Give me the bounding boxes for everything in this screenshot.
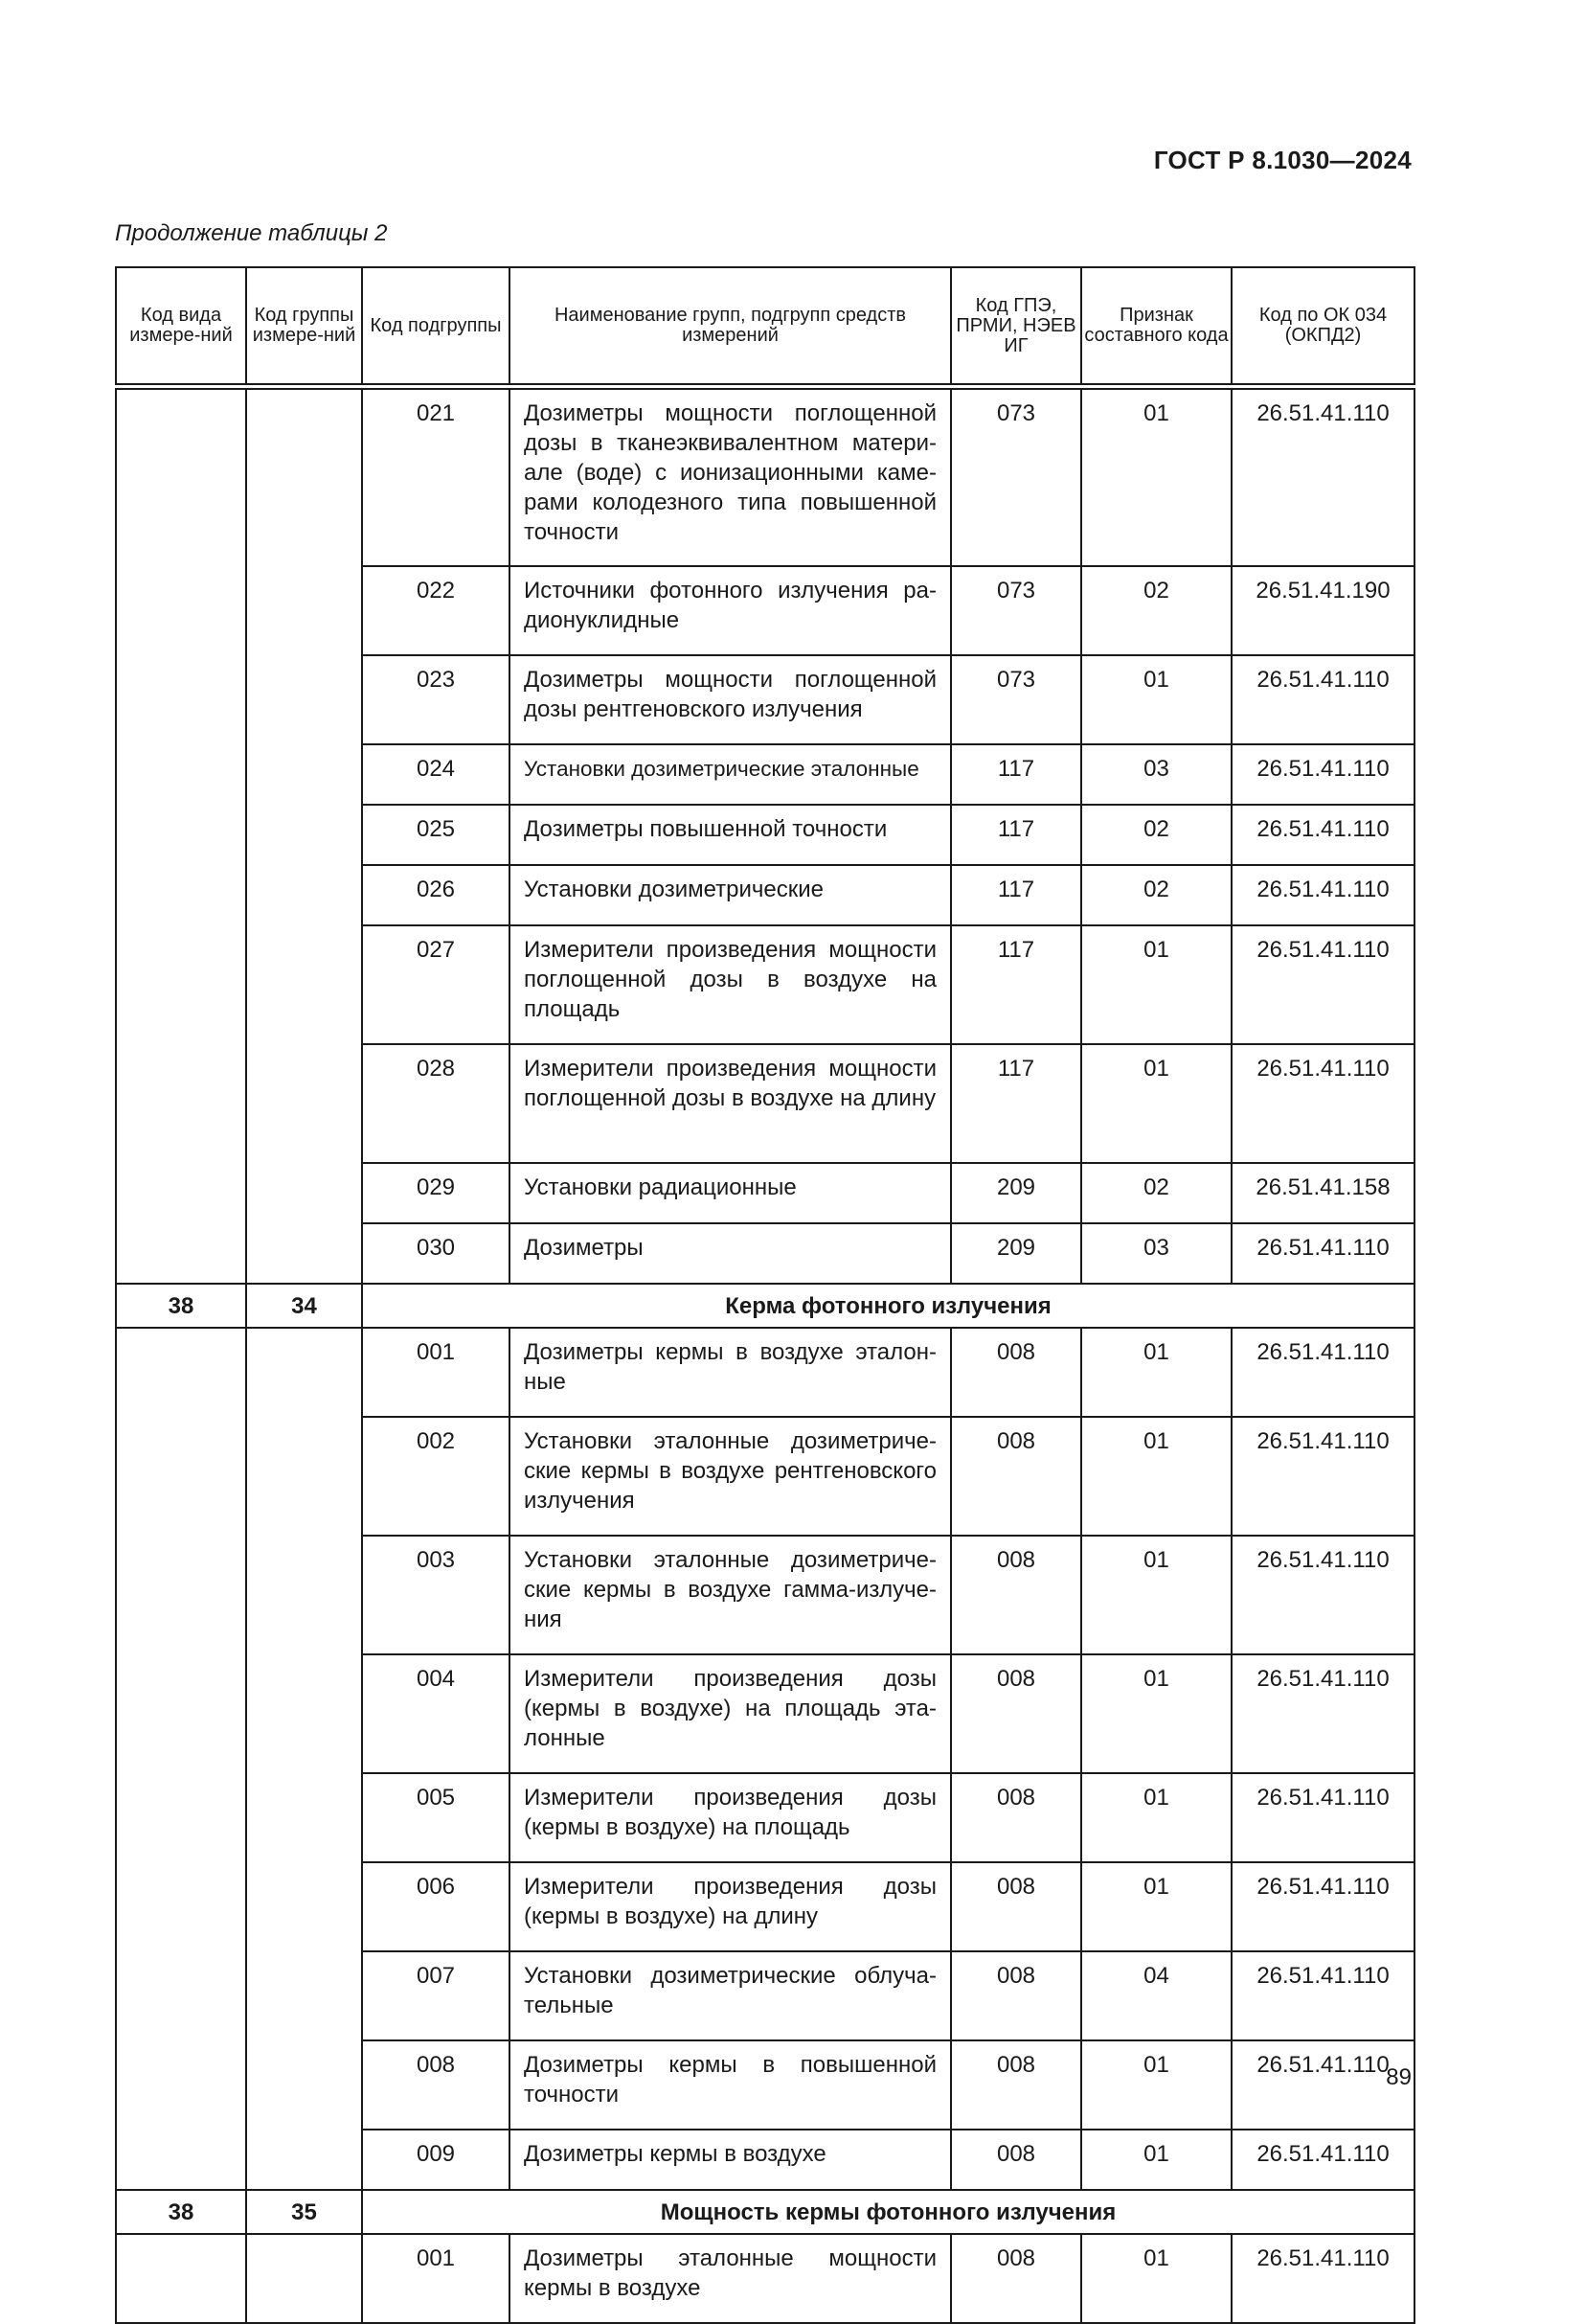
composite-flag: 01 — [1081, 1328, 1232, 1417]
kind-code-cell — [116, 2234, 246, 2323]
okpd-code: 26.51.41.110 — [1232, 1951, 1414, 2040]
gpe-code: 008 — [951, 1536, 1081, 1654]
composite-flag: 02 — [1081, 566, 1232, 655]
instrument-name: Измерители произведения дозы (кермы в воздухе) на площадь — [509, 1773, 951, 1862]
table-header-row — [116, 267, 1414, 387]
kind-code-cell — [116, 1328, 246, 2190]
subgroup-code: 022 — [362, 566, 509, 655]
column-header-composite-flag: Признак составного кода — [1081, 267, 1232, 387]
table-row — [116, 1328, 1414, 1417]
kind-code-cell — [116, 387, 246, 1285]
group-title: Мощность кермы фотонного излучения — [362, 2190, 1414, 2234]
instrument-name: Дозиметры повышенной точности — [509, 805, 951, 865]
instrument-name: Установки дозиметрические — [509, 865, 951, 925]
table-row — [116, 2234, 1414, 2323]
group-code-cell — [246, 2234, 362, 2323]
instrument-name: Дозиметры кермы в воздухе — [509, 2130, 951, 2190]
subgroup-code: 001 — [362, 1328, 509, 1417]
gpe-code: 073 — [951, 655, 1081, 744]
subgroup-code: 007 — [362, 1951, 509, 2040]
instrument-name: Измерители произведения дозы (кермы в воздухе) на длину — [509, 1862, 951, 1951]
composite-flag: 02 — [1081, 865, 1232, 925]
subgroup-code: 026 — [362, 865, 509, 925]
gpe-code: 117 — [951, 805, 1081, 865]
group-code-cell — [246, 1328, 362, 2190]
table-caption: Продолжение таблицы 2 — [115, 220, 388, 246]
okpd-code: 26.51.41.110 — [1232, 805, 1414, 865]
subgroup-code: 009 — [362, 2130, 509, 2190]
composite-flag: 02 — [1081, 1163, 1232, 1223]
group-header-row — [116, 2190, 1414, 2234]
okpd-code: 26.51.41.110 — [1232, 925, 1414, 1044]
composite-flag: 02 — [1081, 805, 1232, 865]
instrument-name: Дозиметры — [509, 1223, 951, 1284]
group-kind-code: 38 — [116, 2190, 246, 2234]
gpe-code: 008 — [951, 1417, 1081, 1536]
group-title: Керма фотонного излучения — [362, 1284, 1414, 1328]
subgroup-code: 004 — [362, 1654, 509, 1773]
gpe-code: 117 — [951, 744, 1081, 805]
composite-flag: 04 — [1081, 1951, 1232, 2040]
subgroup-code: 021 — [362, 387, 509, 567]
classification-table — [115, 266, 1415, 2324]
gpe-code: 008 — [951, 2040, 1081, 2130]
instrument-name: Дозиметры эталонные мощности кермы в воздухе — [509, 2234, 951, 2323]
composite-flag: 01 — [1081, 2130, 1232, 2190]
gpe-code: 008 — [951, 1654, 1081, 1773]
okpd-code: 26.51.41.190 — [1232, 566, 1414, 655]
okpd-code: 26.51.41.110 — [1232, 1536, 1414, 1654]
subgroup-code: 008 — [362, 2040, 509, 2130]
okpd-code: 26.51.41.110 — [1232, 1417, 1414, 1536]
okpd-code: 26.51.41.110 — [1232, 1044, 1414, 1163]
subgroup-code: 006 — [362, 1862, 509, 1951]
subgroup-code: 030 — [362, 1223, 509, 1284]
group-code: 34 — [246, 1284, 362, 1328]
column-header-subgroup-code: Код подгруппы — [362, 267, 509, 387]
composite-flag: 01 — [1081, 1654, 1232, 1773]
document-designation: ГОСТ Р 8.1030—2024 — [1153, 146, 1412, 174]
composite-flag: 01 — [1081, 655, 1232, 744]
gpe-code: 209 — [951, 1163, 1081, 1223]
instrument-name: Дозиметры мощности поглощенной дозы рентгеновского излучения — [509, 655, 951, 744]
subgroup-code: 002 — [362, 1417, 509, 1536]
gpe-code: 008 — [951, 1951, 1081, 2040]
instrument-name: Установки дозиметрические облучательные — [509, 1951, 951, 2040]
composite-flag: 01 — [1081, 2234, 1232, 2323]
composite-flag: 01 — [1081, 387, 1232, 567]
gpe-code: 117 — [951, 865, 1081, 925]
okpd-code: 26.51.41.110 — [1232, 1773, 1414, 1862]
gpe-code: 008 — [951, 1773, 1081, 1862]
subgroup-code: 023 — [362, 655, 509, 744]
subgroup-code: 028 — [362, 1044, 509, 1163]
column-header-name: Наименование групп, подгрупп средств измерений — [509, 267, 951, 387]
okpd-code: 26.51.41.110 — [1232, 744, 1414, 805]
composite-flag: 01 — [1081, 1773, 1232, 1862]
composite-flag: 01 — [1081, 2040, 1232, 2130]
gpe-code: 073 — [951, 387, 1081, 567]
okpd-code: 26.51.41.110 — [1232, 1223, 1414, 1284]
okpd-code: 26.51.41.158 — [1232, 1163, 1414, 1223]
instrument-name: Установки эталонные дозиметрические кермы в воздухе гамма-излучения — [509, 1536, 951, 1654]
okpd-code: 26.51.41.110 — [1232, 387, 1414, 567]
okpd-code: 26.51.41.110 — [1232, 1328, 1414, 1417]
page-number: 89 — [1386, 2064, 1412, 2090]
instrument-name: Измерители произведения дозы (кермы в воздухе) на площадь эталонные — [509, 1654, 951, 1773]
gpe-code: 073 — [951, 566, 1081, 655]
okpd-code: 26.51.41.110 — [1232, 2130, 1414, 2190]
instrument-name: Дозиметры кермы в повышенной точности — [509, 2040, 951, 2130]
group-code: 35 — [246, 2190, 362, 2234]
composite-flag: 01 — [1081, 1862, 1232, 1951]
okpd-code: 26.51.41.110 — [1232, 2040, 1414, 2130]
group-code-cell — [246, 387, 362, 1285]
column-header-gpe-code: Код ГПЭ, ПРМИ, НЭЕВ ИГ — [951, 267, 1081, 387]
subgroup-code: 005 — [362, 1773, 509, 1862]
okpd-code: 26.51.41.110 — [1232, 865, 1414, 925]
subgroup-code: 029 — [362, 1163, 509, 1223]
subgroup-code: 025 — [362, 805, 509, 865]
composite-flag: 01 — [1081, 1417, 1232, 1536]
gpe-code: 008 — [951, 2234, 1081, 2323]
composite-flag: 01 — [1081, 1536, 1232, 1654]
column-header-kind-code: Код вида измере-ний — [116, 267, 246, 387]
subgroup-code: 001 — [362, 2234, 509, 2323]
composite-flag: 03 — [1081, 1223, 1232, 1284]
okpd-code: 26.51.41.110 — [1232, 1862, 1414, 1951]
composite-flag: 01 — [1081, 925, 1232, 1044]
composite-flag: 01 — [1081, 1044, 1232, 1163]
group-kind-code: 38 — [116, 1284, 246, 1328]
column-header-okpd-code: Код по ОК 034 (ОКПД2) — [1232, 267, 1414, 387]
instrument-name: Измерители произведения мощности поглощенной дозы в воздухе на площадь — [509, 925, 951, 1044]
gpe-code: 008 — [951, 2130, 1081, 2190]
gpe-code: 117 — [951, 925, 1081, 1044]
subgroup-code: 003 — [362, 1536, 509, 1654]
subgroup-code: 027 — [362, 925, 509, 1044]
okpd-code: 26.51.41.110 — [1232, 1654, 1414, 1773]
gpe-code: 209 — [951, 1223, 1081, 1284]
column-header-group-code: Код группы измере-ний — [246, 267, 362, 387]
gpe-code: 117 — [951, 1044, 1081, 1163]
okpd-code: 26.51.41.110 — [1232, 655, 1414, 744]
gpe-code: 008 — [951, 1328, 1081, 1417]
composite-flag: 03 — [1081, 744, 1232, 805]
table-row — [116, 387, 1414, 567]
okpd-code: 26.51.41.110 — [1232, 2234, 1414, 2323]
instrument-name: Измерители произведения мощности поглощенной дозы в воздухе на длину — [509, 1044, 951, 1163]
instrument-name: Установки радиационные — [509, 1163, 951, 1223]
group-header-row — [116, 1284, 1414, 1328]
gpe-code: 008 — [951, 1862, 1081, 1951]
instrument-name: Дозиметры мощности поглощенной дозы в тканеэквивалентном материале (воде) с ионизационными камерами колодезного типа повышенной точности — [509, 387, 951, 567]
instrument-name: Дозиметры кермы в воздухе эталонные — [509, 1328, 951, 1417]
instrument-name: Источники фотонного излучения радионуклидные — [509, 566, 951, 655]
instrument-name: Установки эталонные дозиметрические кермы в воздухе рентгеновского излучения — [509, 1417, 951, 1536]
instrument-name: Установки дозиметрические эталонные — [509, 744, 951, 805]
subgroup-code: 024 — [362, 744, 509, 805]
